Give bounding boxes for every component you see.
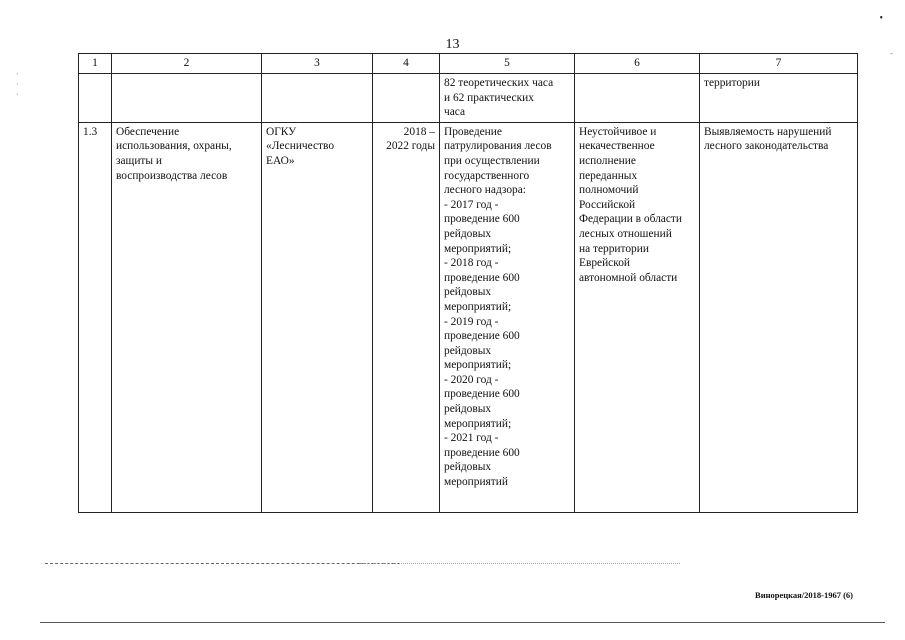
table-cell [373,74,440,123]
col-header: 5 [440,54,575,74]
dotted-rule [360,563,680,564]
cell-line: мероприятий; [444,300,512,313]
cell-line: Проведение [444,125,502,138]
table-cell [575,74,700,123]
cell-line: патрулирования лесов [444,140,552,153]
cell-line: - 2019 год - [444,315,499,328]
cell-line: полномочий [579,184,639,197]
cell-line: переданных [579,169,638,182]
table-cell [262,122,373,512]
cell-line: Неустойчивое и [579,125,657,138]
cell-line: при осуществлении [444,154,540,167]
table-cell [112,122,262,512]
cell-line: - 2021 год - [444,432,499,445]
col-header: 6 [575,54,700,74]
col-header: 2 [112,54,262,74]
table-cell [440,122,575,512]
cell-line: проведение 600 [444,388,520,401]
cell-line: Еврейской [579,257,630,270]
cell-line: рейдовых [444,403,492,416]
table-cell [112,74,262,123]
col-header: 7 [700,54,858,74]
cell-line: Российской [579,198,636,211]
cell-line: рейдовых [444,344,492,357]
cell-line: лесного законодательства [704,140,829,153]
cell-line: автономной области [579,271,678,284]
table-cell [373,122,440,512]
page-number: 13 [445,37,460,52]
dashed-rule [45,563,400,564]
table-cell [700,74,858,123]
table-header-row [79,54,858,74]
table-cell [79,74,112,123]
table-row [79,122,858,512]
cell-line: государственного [444,169,530,182]
corner-mark: • [879,13,883,24]
cell-line: и 62 практических [444,91,534,104]
cell-line: - 2018 год - [444,257,499,270]
cell-line: защиты и [116,154,162,167]
cell-line: территории [704,77,760,89]
cell-line: рейдовых [444,461,492,474]
cell-line: 2018 – [403,125,435,138]
document-code: Винорецкая/2018-1967 (6) [755,590,853,600]
cell-line: проведение 600 [444,330,520,343]
cell-line: Федерации в области [579,213,682,226]
cell-line: «Лесничество [266,140,335,153]
cell-line: рейдовых [444,286,492,299]
cell-line: проведение 600 [444,271,520,284]
table-cell [440,74,575,123]
cell-line: - 2017 год - [444,198,499,211]
cell-line: исполнение [579,154,636,167]
cell-line: часа [444,106,466,119]
cell-line: рейдовых [444,227,492,240]
row-number-cell: 1.3 [79,122,112,512]
cell-line: мероприятий [444,476,508,489]
table-cell [262,74,373,123]
program-table [78,53,858,513]
cell-line: ОГКУ [266,125,297,138]
cell-line: мероприятий; [444,359,512,372]
margin-mark-right: - [890,48,893,58]
cell-line: 2022 годы [386,140,435,153]
cell-line: лесного надзора: [444,184,526,197]
cell-line: воспроизводства лесов [116,169,228,182]
col-header: 4 [373,54,440,74]
cell-line: Выявляемость нарушений [704,125,832,138]
col-header: 1 [79,54,112,74]
cell-line: Обеспечение [116,125,180,138]
cell-line: 82 теоретических часа [444,77,554,89]
cell-line: проведение 600 [444,213,520,226]
table-row [79,74,858,123]
cell-line: некачественное [579,140,655,153]
cell-line: проведение 600 [444,446,520,459]
table-cell [700,122,858,512]
cell-line: лесных отношений [579,227,672,240]
bottom-rule [40,622,885,623]
margin-mark-left: · · · [16,70,19,99]
table-cell [575,122,700,512]
cell-line: мероприятий; [444,242,512,255]
cell-line: мероприятий; [444,417,512,430]
cell-line: ЕАО» [266,154,295,167]
col-header: 3 [262,54,373,74]
cell-line: на территории [579,242,649,255]
cell-line: - 2020 год - [444,373,499,386]
cell-line: использования, охраны, [116,140,232,153]
